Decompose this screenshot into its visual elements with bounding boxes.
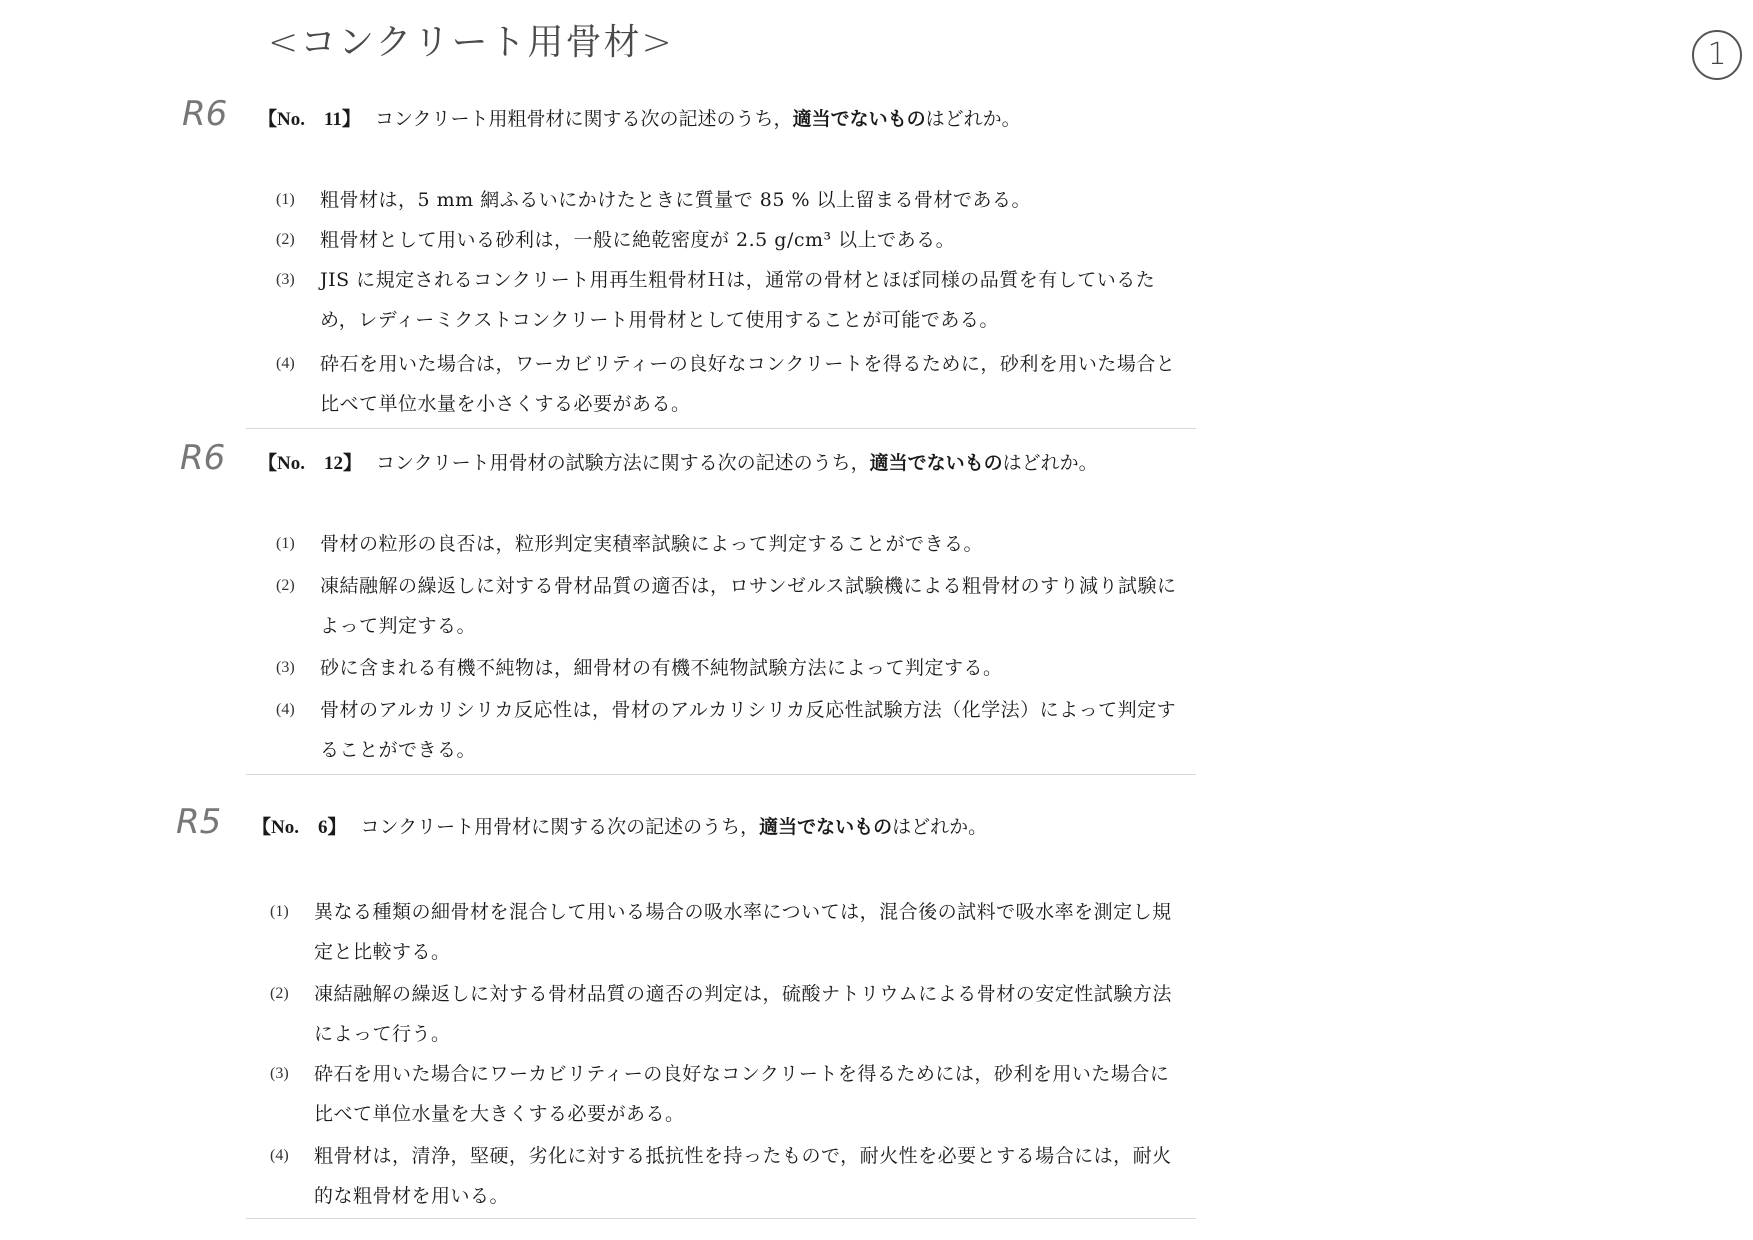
choice-text: 異なる種類の細骨材を混合して用いる場合の吸水率については，混合後の試料で吸水率を測定し規定と比較する。 [314, 901, 1172, 963]
choice-number: (2) [276, 577, 295, 594]
choice-text: 粗骨材として用いる砂利は，一般に絶乾密度が 2.5 g/cm³ 以上である。 [320, 229, 956, 251]
choice-number: (4) [276, 355, 295, 372]
choice-number: (1) [276, 191, 295, 208]
choice-text: 砂に含まれる有機不純物は，細骨材の有機不純物試験方法によって判定する。 [320, 657, 1003, 679]
choice-number: (3) [270, 1065, 289, 1082]
choice-number: (2) [270, 985, 289, 1002]
question-stem: コンクリート用粗骨材に関する次の記述のうち，適当でないものはどれか。 [374, 108, 1021, 130]
question-number: 【No. 12】 [258, 453, 362, 474]
choice-text: 砕石を用いた場合は，ワーカビリティーの良好なコンクリートを得るために，砂利を用いた場合と比べて単位水量を小さくする必要がある。 [320, 353, 1176, 415]
choice-text: 骨材のアルカリシリカ反応性は，骨材のアルカリシリカ反応性試験方法（化学法）によって判定することができる。 [320, 699, 1177, 761]
choice-number: (4) [276, 701, 295, 718]
question-number: 【No. 6】 [252, 817, 347, 838]
choice-number: (1) [276, 535, 295, 552]
choice-number: (1) [270, 903, 289, 920]
question-title [258, 104, 1021, 131]
choice-number: (2) [276, 231, 295, 248]
question-title [252, 812, 987, 839]
question-stem: コンクリート用骨材の試験方法に関する次の記述のうち，適当でないものはどれか。 [375, 452, 1098, 474]
question-title [258, 448, 1098, 475]
question-stem: コンクリート用骨材に関する次の記述のうち，適当でないものはどれか。 [360, 816, 988, 838]
choice-text: 粗骨材は，清浄，堅硬，劣化に対する抵抗性を持ったもので，耐火性を必要とする場合には，耐火的な粗骨材を用いる。 [314, 1145, 1172, 1207]
section-divider [246, 1218, 1196, 1219]
page-number: 1 [1692, 30, 1742, 80]
section-divider [246, 774, 1196, 775]
year-mark: R6 [182, 94, 228, 134]
choice-text: 凍結融解の繰返しに対する骨材品質の適否は，ロサンゼルス試験機による粗骨材のすり減り試験によって判定する。 [320, 575, 1177, 637]
page-heading: <コンクリート用骨材> [268, 22, 674, 63]
choice-text: 凍結融解の繰返しに対する骨材品質の適否の判定は，硫酸ナトリウムによる骨材の安定性試験方法によって行う。 [314, 983, 1172, 1045]
year-mark: R5 [176, 802, 222, 842]
question-number: 【No. 11】 [258, 109, 361, 130]
year-mark: R6 [180, 438, 226, 478]
choice-text: 骨材の粒形の良否は，粒形判定実積率試験によって判定することができる。 [320, 533, 984, 555]
choice-number: (3) [276, 271, 295, 288]
section-divider [246, 428, 1196, 429]
choice-text: 砕石を用いた場合にワーカビリティーの良好なコンクリートを得るためには，砂利を用いた場合に比べて単位水量を大きくする必要がある。 [314, 1063, 1170, 1125]
choice-number: (4) [270, 1147, 289, 1164]
choice-text: 粗骨材は，5 mm 網ふるいにかけたときに質量で 85 % 以上留まる骨材である。 [320, 189, 1032, 211]
choice-number: (3) [276, 659, 295, 676]
choice-text: JIS に規定されるコンクリート用再生粗骨材Ｈは，通常の骨材とほぼ同様の品質を有しているため，レディーミクストコンクリート用骨材として使用することが可能である。 [320, 269, 1156, 331]
